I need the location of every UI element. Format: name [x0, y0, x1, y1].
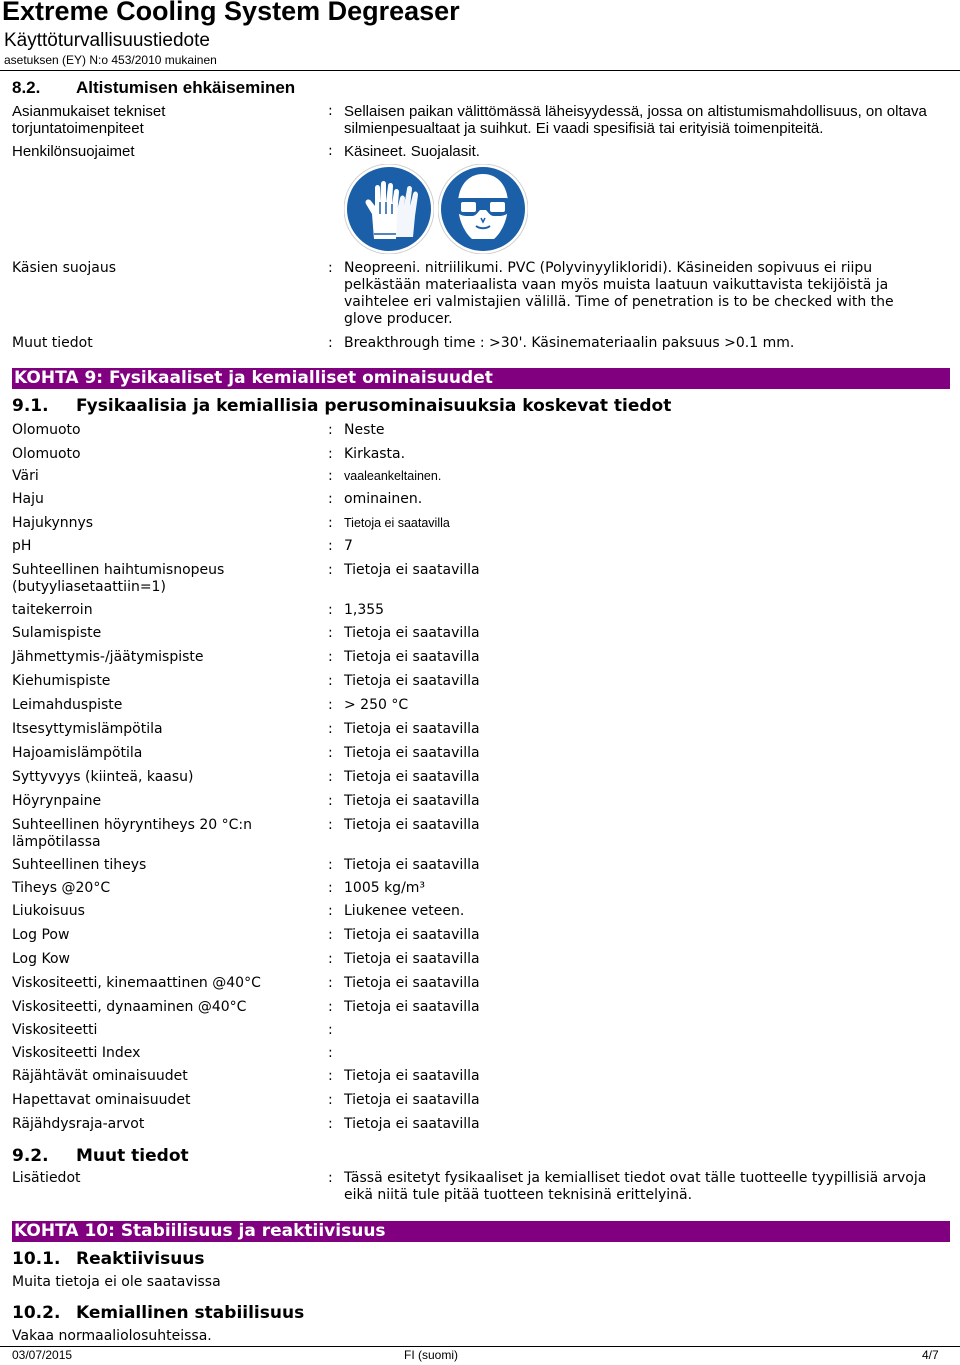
ppe-pictograms: [344, 164, 528, 254]
colon-separator: :: [328, 721, 333, 737]
revision-date: 03/07/2015: [12, 1348, 73, 1362]
property-label: pH: [12, 538, 32, 554]
property-value: Neste: [344, 422, 385, 438]
property-value: Tietoja ei saatavilla: [344, 975, 480, 991]
property-value: Tietoja ei saatavilla: [344, 857, 480, 873]
colon-separator: :: [328, 880, 333, 896]
subsection-heading-9-2: [12, 1146, 189, 1166]
property-value: Tietoja ei saatavilla: [344, 817, 480, 833]
property-label: Lisätiedot: [12, 1170, 81, 1186]
stability-text: Vakaa normaaliolosuhteissa.: [12, 1328, 212, 1344]
property-value: Tietoja ei saatavilla: [344, 769, 480, 785]
property-value: Tietoja ei saatavilla: [344, 516, 450, 530]
subsection-number: 10.1.: [12, 1249, 61, 1269]
property-label: Muut tiedot: [12, 335, 93, 351]
colon-separator: :: [328, 143, 333, 159]
page-footer: [0, 1346, 960, 1365]
colon-separator: :: [328, 515, 333, 531]
property-value: Tietoja ei saatavilla: [344, 673, 480, 689]
colon-separator: :: [328, 422, 333, 438]
document-language: FI (suomi): [404, 1348, 458, 1362]
colon-separator: :: [328, 903, 333, 919]
property-label: Syttyvyys (kiinteä, kaasu): [12, 769, 194, 785]
colon-separator: :: [328, 260, 333, 276]
property-label: Itsesyttymislämpötila: [12, 721, 163, 737]
property-label: Väri: [12, 468, 39, 484]
property-value: Tässä esitetyt fysikaaliset ja kemialliset tiedot ovat tälle tuotteelle tyypillisiä arvoja eikä niitä tule pitää tuotteen teknisinä erittelyinä.: [344, 1170, 927, 1203]
property-value: Neopreeni. nitriilikumi. PVC (Polyvinyylikloridi). Käsineiden sopivuus ei riipu pelkästään materiaalista vaan myös muista laatuun vaikuttavista tekijöistä ja vaihtelee eri valmistajien välillä. Time of penetration is to be checked with the glove producer.: [344, 260, 894, 327]
property-label: Leimahduspiste: [12, 697, 123, 713]
property-value: Breakthrough time : >30'. Käsinemateriaalin paksuus >0.1 mm.: [344, 335, 795, 351]
colon-separator: :: [328, 999, 333, 1015]
subsection-title: Fysikaalisia ja kemiallisia perusominaisuuksia koskevat tiedot: [76, 396, 672, 416]
property-label: Hajukynnys: [12, 515, 94, 531]
subsection-title: Reaktiivisuus: [76, 1249, 205, 1269]
regulation-note: asetuksen (EY) N:o 453/2010 mukainen: [4, 53, 217, 67]
property-label: Viskositeetti, dynaaminen @40°C: [12, 999, 247, 1015]
colon-separator: :: [328, 927, 333, 943]
colon-separator: :: [328, 1092, 333, 1108]
property-value: Tietoja ei saatavilla: [344, 999, 480, 1015]
property-value: Kirkasta.: [344, 446, 406, 462]
subsection-number: 8.2.: [12, 78, 41, 97]
colon-separator: :: [328, 769, 333, 785]
property-label: Suhteellinen höyryntiheys 20 °C:n lämpötilassa: [12, 817, 252, 850]
colon-separator: :: [328, 335, 333, 351]
colon-separator: :: [328, 745, 333, 761]
gloves-icon: [344, 164, 434, 254]
property-label: Haju: [12, 491, 44, 507]
colon-separator: :: [328, 817, 333, 833]
subsection-title: Kemiallinen stabiilisuus: [76, 1303, 305, 1323]
property-value: ominainen.: [344, 491, 423, 507]
document-type: Käyttöturvallisuustiedote: [4, 30, 210, 51]
colon-separator: :: [328, 103, 333, 119]
property-value: Tietoja ei saatavilla: [344, 793, 480, 809]
colon-separator: :: [328, 1116, 333, 1132]
reactivity-text: Muita tietoja ei ole saatavissa: [12, 1274, 221, 1290]
property-value: Tietoja ei saatavilla: [344, 1116, 480, 1132]
property-label: Viskositeetti, kinemaattinen @40°C: [12, 975, 261, 991]
colon-separator: :: [328, 1022, 333, 1038]
property-value: Sellaisen paikan välittömässä läheisyydessä, jossa on altistumismahdollisuus, on oltava silmienpesualtaat ja suihkut. Ei vaadi spesifisiä tai erityisiä toimenpiteitä.: [344, 103, 927, 137]
property-value: 1,355: [344, 602, 385, 618]
property-label: Viskositeetti: [12, 1022, 98, 1038]
colon-separator: :: [328, 857, 333, 873]
property-value: Tietoja ei saatavilla: [344, 562, 480, 578]
subsection-heading-8-2: [12, 78, 295, 98]
property-label: Olomuoto: [12, 446, 81, 462]
property-label: Jähmettymis-/jäätymispiste: [12, 649, 204, 665]
colon-separator: :: [328, 673, 333, 689]
colon-separator: :: [328, 793, 333, 809]
property-label: Henkilönsuojaimet: [12, 143, 135, 160]
property-value: Tietoja ei saatavilla: [344, 1068, 480, 1084]
property-label: Suhteellinen tiheys: [12, 857, 147, 873]
property-label: Räjähdysraja-arvot: [12, 1116, 145, 1132]
colon-separator: :: [328, 1068, 333, 1084]
colon-separator: :: [328, 649, 333, 665]
property-value: 7: [344, 538, 353, 554]
colon-separator: :: [328, 975, 333, 991]
colon-separator: :: [328, 602, 333, 618]
property-value: Tietoja ei saatavilla: [344, 951, 480, 967]
subsection-number: 9.1.: [12, 396, 49, 416]
subsection-title: Altistumisen ehkäiseminen: [76, 78, 296, 97]
property-label: Hapettavat ominaisuudet: [12, 1092, 191, 1108]
property-label: Räjähtävät ominaisuudet: [12, 1068, 188, 1084]
subsection-heading-10-2: [12, 1303, 304, 1323]
property-label: Höyrynpaine: [12, 793, 102, 809]
colon-separator: :: [328, 625, 333, 641]
property-label: Olomuoto: [12, 422, 81, 438]
property-value: Liukenee veteen.: [344, 903, 465, 919]
property-label: taitekerroin: [12, 602, 93, 618]
subsection-number: 10.2.: [12, 1303, 61, 1323]
colon-separator: :: [328, 468, 333, 484]
colon-separator: :: [328, 1170, 333, 1186]
goggles-icon: [438, 164, 528, 254]
property-value: Tietoja ei saatavilla: [344, 649, 480, 665]
property-label: Kiehumispiste: [12, 673, 111, 689]
subsection-number: 9.2.: [12, 1146, 49, 1166]
property-value: 1005 kg/m³: [344, 880, 426, 896]
property-label: Hajoamislämpötila: [12, 745, 143, 761]
property-value: Tietoja ei saatavilla: [344, 625, 480, 641]
page-number: 4/7: [922, 1348, 939, 1362]
product-title: Extreme Cooling System Degreaser: [2, 0, 460, 26]
colon-separator: :: [328, 697, 333, 713]
section-10-heading: KOHTA 10: Stabiilisuus ja reaktiivisuus: [12, 1221, 950, 1242]
property-label: Suhteellinen haihtumisnopeus (butyyliasetaattiin=1): [12, 562, 225, 595]
property-value: Tietoja ei saatavilla: [344, 927, 480, 943]
property-label: Sulamispiste: [12, 625, 102, 641]
colon-separator: :: [328, 446, 333, 462]
property-label: Käsien suojaus: [12, 260, 117, 276]
property-value: Käsineet. Suojalasit.: [344, 143, 480, 160]
colon-separator: :: [328, 562, 333, 578]
subsection-heading-9-1: [12, 396, 671, 416]
subsection-title: Muut tiedot: [76, 1146, 189, 1166]
property-value: Tietoja ei saatavilla: [344, 1092, 480, 1108]
footer-divider: [0, 1346, 960, 1347]
colon-separator: :: [328, 1045, 333, 1061]
header-divider: [0, 70, 960, 71]
property-label: Tiheys @20°C: [12, 880, 111, 896]
colon-separator: :: [328, 491, 333, 507]
property-label: Log Pow: [12, 927, 70, 943]
property-label: Liukoisuus: [12, 903, 85, 919]
colon-separator: :: [328, 951, 333, 967]
subsection-heading-10-1: [12, 1249, 205, 1269]
property-value: vaaleankeltainen.: [344, 469, 442, 483]
property-label: Log Kow: [12, 951, 70, 967]
section-9-heading: KOHTA 9: Fysikaaliset ja kemialliset ominaisuudet: [12, 368, 950, 389]
property-label: Viskositeetti Index: [12, 1045, 141, 1061]
property-label: Asianmukaiset tekniset torjuntatoimenpiteet: [12, 103, 166, 137]
property-value: Tietoja ei saatavilla: [344, 721, 480, 737]
colon-separator: :: [328, 538, 333, 554]
property-value: Tietoja ei saatavilla: [344, 745, 480, 761]
property-value: > 250 °C: [344, 697, 409, 713]
